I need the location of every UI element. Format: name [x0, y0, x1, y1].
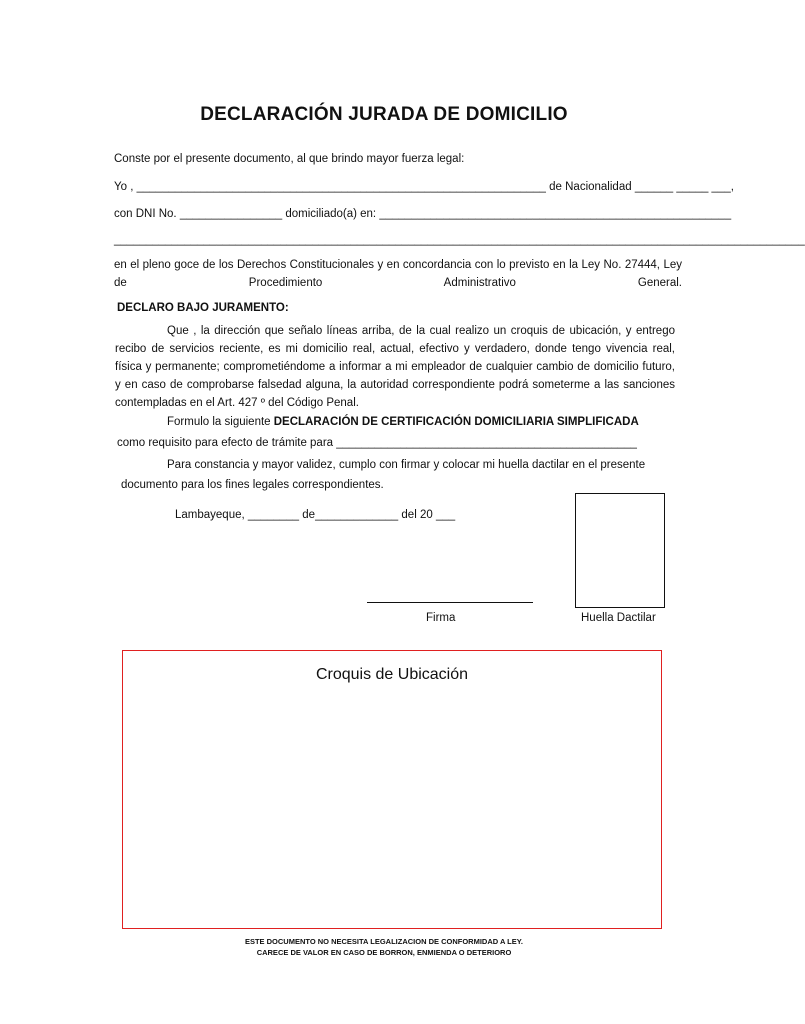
constancia-line-1: Para constancia y mayor validez, cumplo con firmar y colocar mi huella dactilar en el presente [167, 459, 646, 471]
legal-basis-paragraph: en el pleno goce de los Derechos Constitucionales y en concordancia con lo previsto en la Ley No. 27444, Ley de Procedimiento Administrativo General. [114, 259, 682, 289]
footer-line-1: ESTE DOCUMENTO NO NECESITA LEGALIZACION DE CONFORMIDAD A LEY. [244, 937, 524, 946]
year-blank[interactable]: ___ [435, 509, 456, 521]
declaro-paragraph: Que , la dirección que señalo líneas arriba, de la cual realizo un croquis de ubicación, y entrego recibo de servicios reciente, es mi domicilio real, actual, efectivo y verdadero, donde tengo vivencia real, física y permanente; comprometiéndome a informar a mi empleador de cualquier cambio de domicilio futuro, y en caso de comprobarse falsedad alguna, la autoridad correspondiente podrá someterme a las sanciones contempladas en el Art. 427 º del Código Penal. [115, 325, 675, 409]
date-line [175, 509, 455, 521]
yo-label: Yo , [114, 181, 137, 193]
dni-label: con DNI No. [114, 208, 180, 220]
nationality-label: de Nacionalidad [545, 181, 635, 193]
formulo-label: Formulo la siguiente [167, 416, 274, 428]
year-label: del 20 [398, 509, 436, 521]
certificacion-bold-text: DECLARACIÓN DE CERTIFICACIÓN DOMICILIARIA SIMPLIFICADA [273, 416, 639, 428]
croquis-box[interactable] [122, 650, 662, 929]
place-label: Lambayeque, [175, 509, 248, 521]
address-continuation-blank[interactable]: ____________________________________________________________________________________________________________ [114, 234, 805, 246]
croquis-title: Croquis de Ubicación [315, 666, 469, 683]
tramite-line [117, 437, 637, 449]
fingerprint-label: Huella Dactilar [581, 612, 656, 624]
dni-line [114, 208, 731, 220]
intro-text: Conste por el presente documento, al que brindo mayor fuerza legal: [114, 153, 465, 165]
signature-label: Firma [426, 612, 456, 624]
domicile-label: domiciliado(a) en: [282, 208, 380, 220]
formulo-line [167, 416, 639, 428]
name-blank[interactable]: ________________________________________________________________ [136, 181, 546, 193]
document-title: DECLARACIÓN JURADA DE DOMICILIO [200, 104, 568, 125]
footer-line-2: CARECE DE VALOR EN CASO DE BORRON, ENMIENDA O DETERIORO [256, 948, 512, 957]
tramite-label: como requisito para efecto de trámite para [117, 437, 337, 449]
fingerprint-box[interactable] [575, 493, 665, 608]
signature-line[interactable] [367, 602, 533, 603]
day-blank[interactable]: ________ [247, 509, 300, 521]
de-label: de [299, 509, 316, 521]
month-blank[interactable]: _____________ [315, 509, 399, 521]
declaro-heading: DECLARO BAJO JURAMENTO: [117, 302, 289, 314]
yo-line [114, 181, 734, 193]
constancia-line-2: documento para los fines legales correspondientes. [121, 479, 384, 491]
tramite-blank[interactable]: _______________________________________________ [336, 437, 637, 449]
dni-blank[interactable]: ________________ [179, 208, 283, 220]
address-blank[interactable]: _______________________________________________________ [379, 208, 732, 220]
nationality-blank[interactable]: ______ _____ ___, [634, 181, 734, 193]
